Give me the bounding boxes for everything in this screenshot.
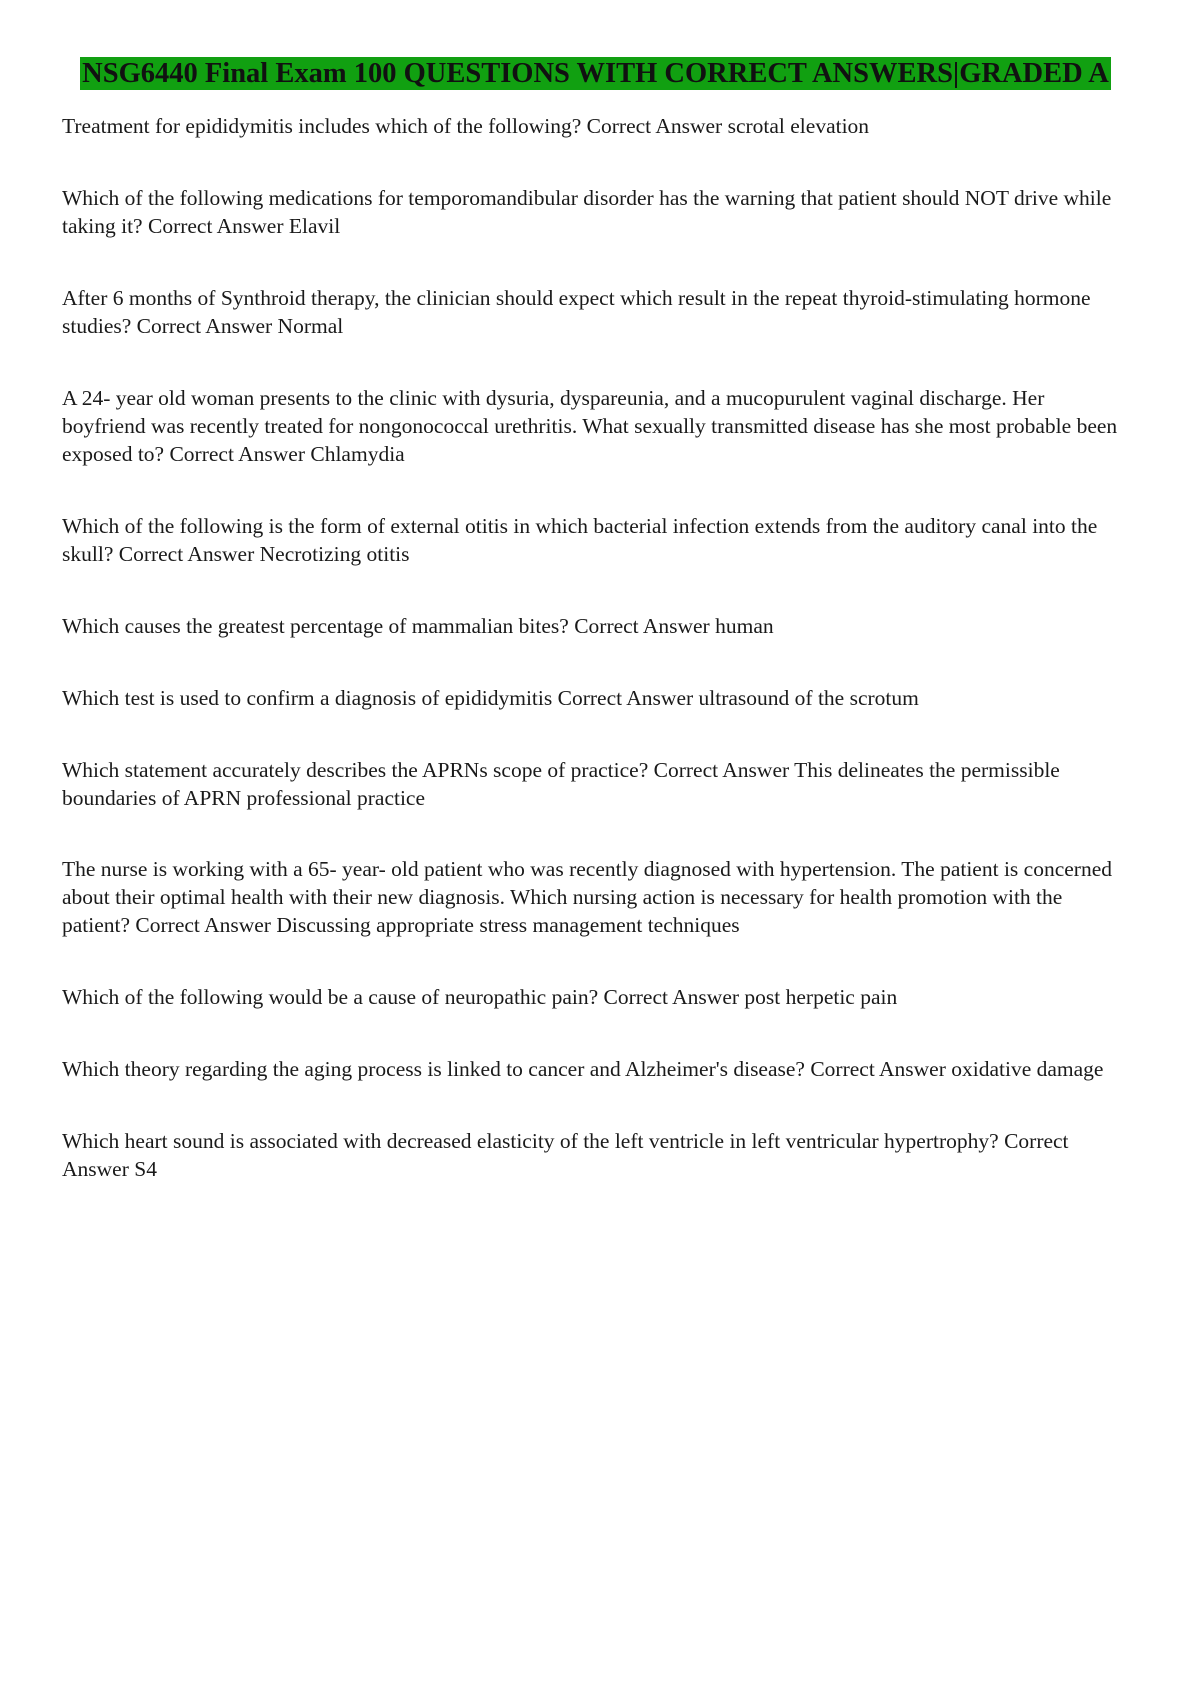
- qa-item: Which of the following medications for temporomandibular disorder has the warning that patient should NOT drive while taking it? Correct Answer Elavil: [62, 186, 1112, 239]
- qa-item: Which causes the greatest percentage of mammalian bites? Correct Answer human: [62, 613, 774, 638]
- qa-item: Which test is used to confirm a diagnosis of epididymitis Correct Answer ultrasound of the scrotum: [62, 685, 919, 710]
- qa-item: Treatment for epididymitis includes which of the following? Correct Answer scrotal elevation: [62, 114, 870, 139]
- qa-item: Which heart sound is associated with decreased elasticity of the left ventricle in left ventricular hypertrophy? Correct Answer S4: [62, 1129, 1069, 1182]
- qa-item: After 6 months of Synthroid therapy, the clinician should expect which result in the repeat thyroid-stimulating hormone studies? Correct Answer Normal: [62, 286, 1091, 339]
- qa-item: Which of the following is the form of external otitis in which bacterial infection extends from the auditory canal into the skull? Correct Answer Necrotizing otitis: [62, 513, 1098, 566]
- qa-item: Which statement accurately describes the APRNs scope of practice? Correct Answer This delineates the permissible boundaries of APRN professional practice: [62, 757, 1060, 810]
- question-answer-list: [62, 113, 1129, 1184]
- qa-item: Which theory regarding the aging process is linked to cancer and Alzheimer's disease? Correct Answer oxidative damage: [62, 1057, 1104, 1082]
- qa-item: A 24- year old woman presents to the clinic with dysuria, dyspareunia, and a mucopurulent vaginal discharge. Her boyfriend was recently treated for nongonococcal urethritis. What sexually transmitted disease has she most probable been exposed to? Correct Answer Chlamydia: [62, 386, 1118, 466]
- qa-item: Which of the following would be a cause of neuropathic pain? Correct Answer post herpetic pain: [62, 985, 898, 1010]
- qa-item: The nurse is working with a 65- year- old patient who was recently diagnosed with hypertension. The patient is concerned about their optimal health with their new diagnosis. Which nursing action is necessary for health promotion with the patient? Correct Answer Discussing appropriate stress management techniques: [62, 857, 1112, 938]
- document-title-text: NSG6440 Final Exam 100 QUESTIONS WITH CORRECT ANSWERS|GRADED A: [82, 58, 1109, 89]
- document-title: [62, 56, 1129, 91]
